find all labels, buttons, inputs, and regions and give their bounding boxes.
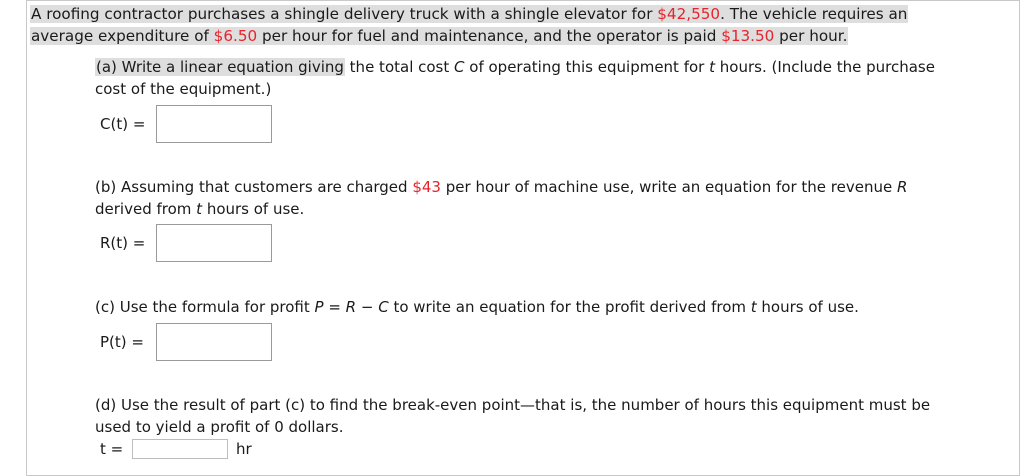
- part-c-question: [95, 296, 1000, 318]
- part-d-line-2: used to yield a profit of 0 dollars.: [95, 418, 344, 436]
- part-c-line-1: [95, 296, 1000, 318]
- intro-text: per hour.: [774, 27, 848, 45]
- part-b-text: hours of use.: [202, 200, 305, 218]
- part-c-answer-row: [100, 323, 272, 361]
- part-b-line-1: [95, 176, 1000, 198]
- variable-c: C: [454, 58, 465, 76]
- part-a-answer-row: [100, 105, 272, 143]
- problem-statement: [30, 3, 990, 47]
- part-b-line-2: [95, 198, 1000, 220]
- revenue-function-input[interactable]: [156, 224, 272, 262]
- variable-r: R: [896, 178, 908, 196]
- part-d-line-1: (d) Use the result of part (c) to find the break-even point—that is, the number of hours this equipment must be: [95, 396, 931, 414]
- part-c-text: to write an equation for the profit derived from: [388, 298, 751, 316]
- variable-t: t: [196, 200, 203, 218]
- part-d-answer-row: [100, 439, 252, 459]
- profit-formula: P = R − C: [314, 298, 389, 316]
- truck-price: $42,550: [657, 5, 721, 23]
- hourly-charge: $43: [412, 178, 441, 196]
- profit-function-input[interactable]: [156, 323, 272, 361]
- part-d-question: [95, 394, 1000, 438]
- part-a-text: hours. (Include the purchase: [715, 58, 935, 76]
- part-a-line-2: cost of the equipment.): [95, 80, 272, 98]
- hours-unit: hr: [236, 440, 252, 458]
- intro-text: per hour for fuel and maintenance, and the operator is paid: [257, 27, 722, 45]
- part-b-text: (b) Assuming that customers are charged: [95, 178, 413, 196]
- maintenance-cost: $6.50: [213, 27, 258, 45]
- part-a-highlight: (a) Write a linear equation giving: [96, 58, 344, 76]
- part-b-question: [95, 176, 1000, 220]
- part-c-text: hours of use.: [756, 298, 859, 316]
- part-c-text: (c) Use the formula for profit: [95, 298, 315, 316]
- revenue-function-label: R(t) =: [100, 234, 146, 252]
- variable-t: t: [750, 298, 757, 316]
- operator-wage: $13.50: [721, 27, 775, 45]
- intro-text: . The vehicle requires an: [720, 5, 908, 23]
- intro-line-1: [30, 5, 908, 23]
- intro-text: average expenditure of: [31, 27, 214, 45]
- profit-function-label: P(t) =: [100, 333, 144, 351]
- part-a-question: [95, 56, 1000, 100]
- part-b-answer-row: [100, 224, 272, 262]
- intro-text: A roofing contractor purchases a shingle delivery truck with a shingle elevator for: [31, 5, 658, 23]
- part-a-text: of operating this equipment for: [464, 58, 710, 76]
- intro-line-2: [30, 27, 848, 45]
- cost-function-input[interactable]: [156, 105, 272, 143]
- break-even-label: t =: [100, 440, 124, 458]
- cost-function-label: C(t) =: [100, 115, 146, 133]
- variable-t: t: [709, 58, 715, 76]
- part-b-text: per hour of machine use, write an equation for the revenue: [440, 178, 897, 196]
- break-even-input[interactable]: [132, 439, 228, 459]
- part-a-text: the total cost: [344, 58, 455, 76]
- part-a-line-1: [95, 56, 1000, 78]
- part-b-text: derived from: [95, 200, 197, 218]
